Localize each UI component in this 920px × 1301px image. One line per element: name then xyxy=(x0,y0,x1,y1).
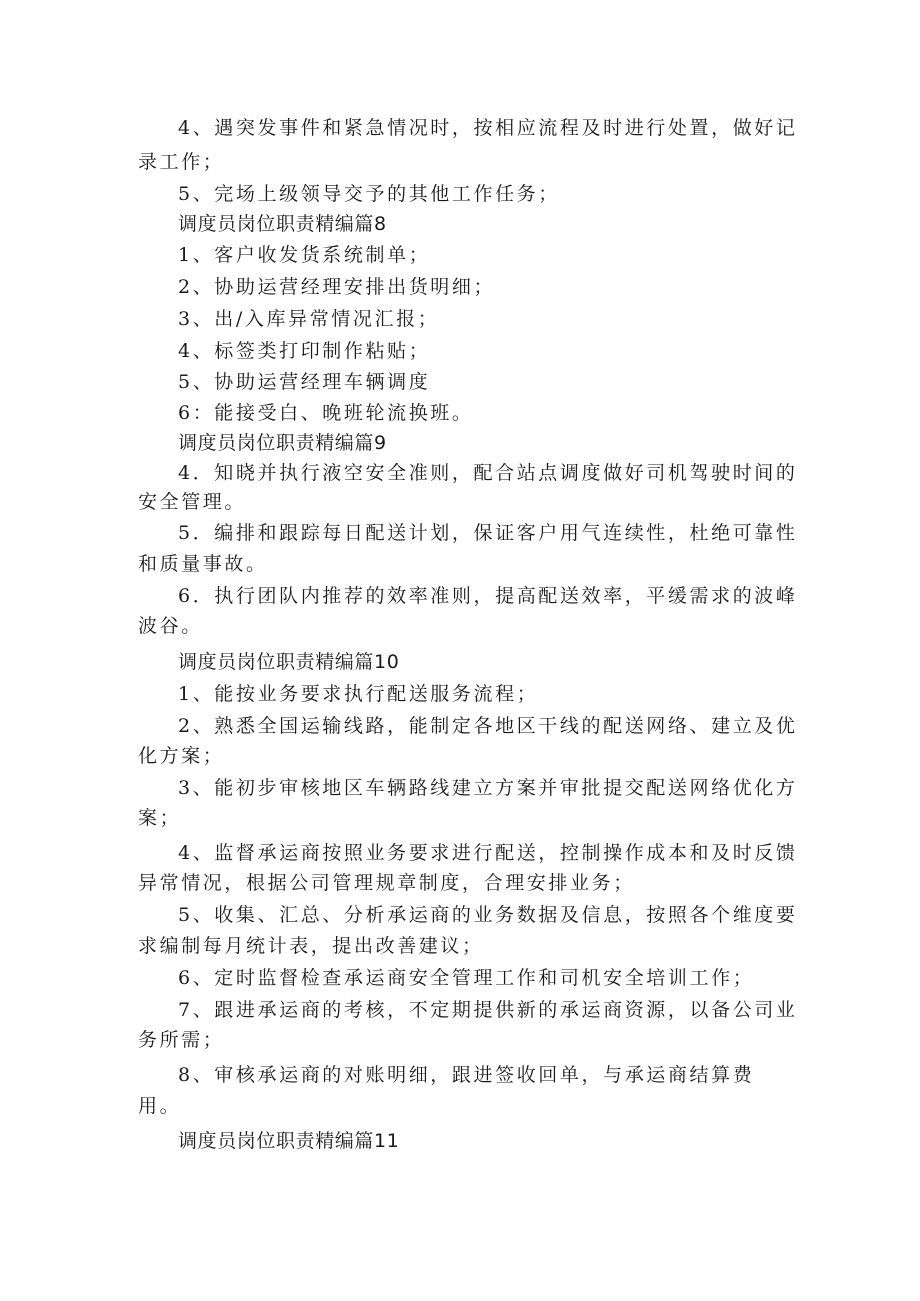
section-heading: 调度员岗位职责精编篇8 xyxy=(178,213,387,235)
paragraph-line: 8、审核承运商的对账明细，跟进签收回单，与承运商结算费 xyxy=(178,1064,755,1086)
paragraph-line: 录工作； xyxy=(138,151,225,173)
section-heading: 调度员岗位职责精编篇10 xyxy=(178,651,400,673)
paragraph-line: 6．执行团队内推荐的效率准则，提高配送效率，平缓需求的波峰 xyxy=(178,585,798,607)
paragraph-line: 波谷。 xyxy=(138,615,203,637)
paragraph-line: 求编制每月统计表，提出改善建议； xyxy=(138,935,484,957)
list-item: 1、能按业务要求执行配送服务流程； xyxy=(178,683,539,705)
paragraph-line: 用。 xyxy=(138,1095,182,1117)
paragraph-line: 化方案； xyxy=(138,745,225,767)
list-item: 3、出/入库异常情况汇报； xyxy=(178,308,440,330)
paragraph-line: 5．编排和跟踪每日配送计划，保证客户用气连续性，杜绝可靠性 xyxy=(178,522,798,544)
paragraph-line: 案； xyxy=(138,807,182,829)
list-item: 1、客户收发货系统制单； xyxy=(178,244,431,266)
paragraph-line: 4、监督承运商按照业务要求进行配送，控制操作成本和及时反馈 xyxy=(178,842,798,864)
list-item: 2、协助运营经理安排出货明细； xyxy=(178,276,496,298)
section-heading: 调度员岗位职责精编篇9 xyxy=(178,432,387,454)
paragraph-line: 务所需； xyxy=(138,1029,225,1051)
paragraph-line: 和质量事故。 xyxy=(138,553,268,575)
paragraph-line: 安全管理。 xyxy=(138,491,247,513)
paragraph-line: 4．知晓并执行液空安全准则，配合站点调度做好司机驾驶时间的 xyxy=(178,462,798,484)
paragraph-line: 异常情况，根据公司管理规章制度，合理安排业务； xyxy=(138,872,635,894)
list-item: 4、标签类打印制作粘贴； xyxy=(178,340,431,362)
list-item: 6：能接受白、晚班轮流换班。 xyxy=(178,402,474,424)
paragraph-line: 2、熟悉全国运输线路，能制定各地区干线的配送网络、建立及优 xyxy=(178,715,798,737)
paragraph-line: 7、跟进承运商的考核，不定期提供新的承运商资源，以备公司业 xyxy=(178,999,798,1021)
list-item: 5、协助运营经理车辆调度 xyxy=(178,371,431,393)
paragraph-line: 4、遇突发事件和紧急情况时，按相应流程及时进行处置，做好记 xyxy=(178,117,798,139)
section-heading: 调度员岗位职责精编篇11 xyxy=(178,1130,400,1152)
paragraph-line: 5、完场上级领导交予的其他工作任务； xyxy=(178,183,560,205)
list-item: 6、定时监督检查承运商安全管理工作和司机安全培训工作； xyxy=(178,967,755,989)
paragraph-line: 3、能初步审核地区车辆路线建立方案并审批提交配送网络优化方 xyxy=(178,777,798,799)
paragraph-line: 5、收集、汇总、分析承运商的业务数据及信息，按照各个维度要 xyxy=(178,904,798,926)
